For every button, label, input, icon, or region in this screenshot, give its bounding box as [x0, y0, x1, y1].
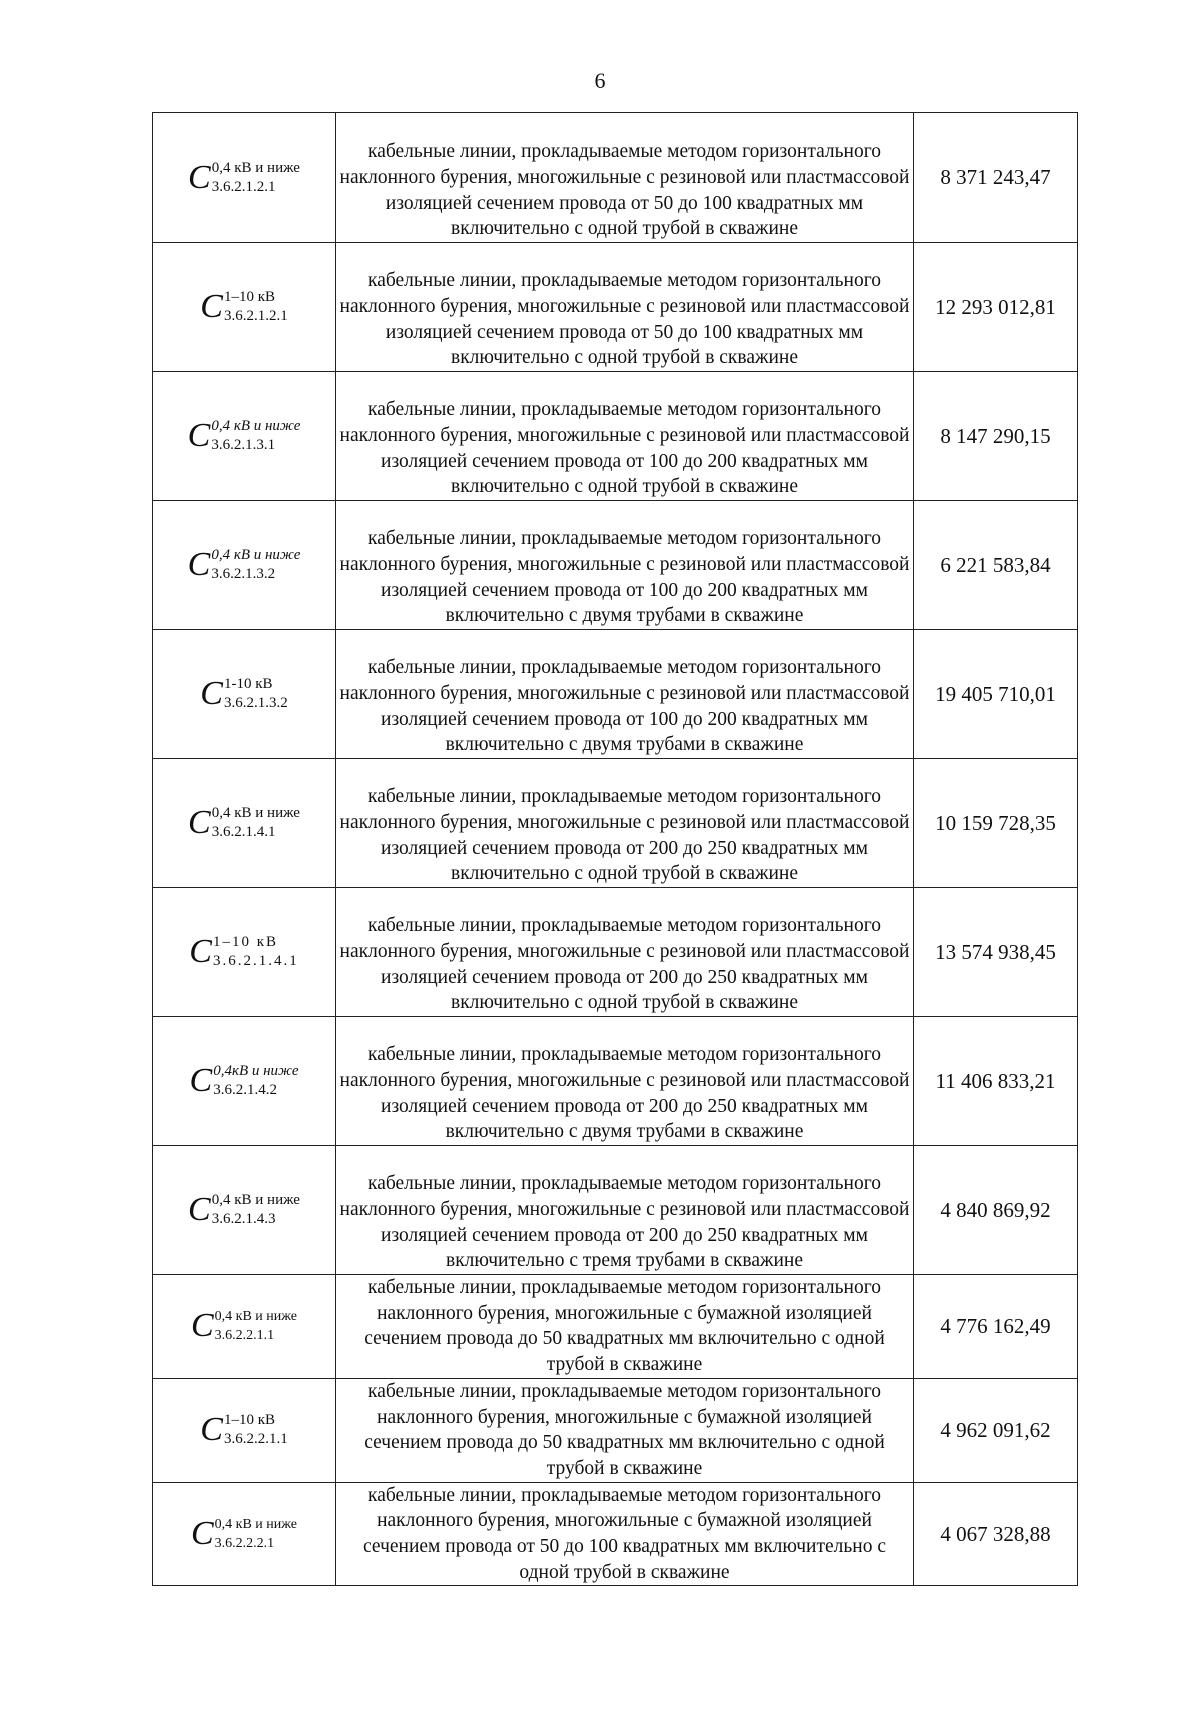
rate-symbol: C — [188, 1191, 211, 1228]
price-cell: 8 147 290,15 — [914, 372, 1078, 501]
description-cell — [336, 372, 914, 501]
rate-index: 3.6.2.1.4.2 — [213, 1082, 277, 1098]
price-cell: 10 159 728,35 — [914, 759, 1078, 888]
rate-index: 3.6.2.1.4.1 — [211, 824, 276, 840]
rate-code-cell — [153, 1378, 336, 1482]
page-number: 6 — [594, 68, 606, 93]
rate-code-cell — [153, 888, 336, 1017]
table-row — [153, 1146, 1078, 1275]
rate-symbol: C — [189, 1062, 213, 1099]
rate-index: 3.6.2.1.4.3 — [211, 1211, 276, 1227]
rate-symbol: C — [188, 804, 211, 841]
rate-code — [188, 548, 301, 582]
description-cell — [336, 630, 914, 759]
rate-code-cell — [153, 1482, 336, 1586]
rate-symbol: C — [189, 933, 212, 970]
description-cell — [336, 888, 914, 1017]
rate-voltage: 0,4 кВ и ниже — [211, 547, 301, 563]
rate-code — [188, 419, 301, 453]
rate-symbol: C — [188, 158, 211, 196]
table-row — [153, 1378, 1078, 1482]
price-cell: 13 574 938,45 — [914, 888, 1078, 1017]
table-row — [153, 1275, 1078, 1379]
rate-code-cell — [153, 1146, 336, 1275]
rate-index: 3.6.2.1.3.1 — [211, 437, 276, 453]
rate-voltage: 0,4кВ и ниже — [213, 1063, 299, 1079]
price-cell: 6 221 583,84 — [914, 501, 1078, 630]
rate-code-cell — [153, 243, 336, 372]
rate-code-cell — [153, 630, 336, 759]
rate-code — [191, 1309, 297, 1343]
description-cell — [336, 501, 914, 630]
table-row — [153, 113, 1078, 243]
rate-description: кабельные линии, прокладываемые методом горизонтального наклонного бурения, многожильные с бумажной изоляцией сечением провода от 50 до 100 квадратных мм включительно с одной трубой в скважине — [363, 1484, 886, 1583]
price-cell: 4 962 091,62 — [914, 1378, 1078, 1482]
price-cell: 4 840 869,92 — [914, 1146, 1078, 1275]
price-cell: 4 067 328,88 — [914, 1482, 1078, 1586]
rate-description: кабельные линии, прокладываемые методом горизонтального наклонного бурения, многожильные с резиновой или пластмассовой изоляцией сечением провода от 200 до 250 квадратных мм включительно с двумя трубами в скважине — [339, 1044, 910, 1143]
table-row — [153, 243, 1078, 372]
table-row — [153, 372, 1078, 501]
rates-table — [152, 112, 1078, 1586]
description-cell — [336, 243, 914, 372]
table-row — [153, 1017, 1078, 1146]
description-cell — [336, 1275, 914, 1379]
rate-code — [188, 158, 300, 196]
rate-index: 3.6.2.1.4.1 — [212, 953, 299, 969]
table-row — [153, 759, 1078, 888]
rate-symbol: C — [200, 675, 223, 712]
rate-code — [200, 290, 287, 324]
rate-index: 3.6.2.1.2.1 — [223, 308, 288, 324]
rate-voltage: 1–10 кВ — [212, 934, 279, 950]
rate-code — [191, 1517, 297, 1551]
rates-table-body — [153, 113, 1078, 1586]
rate-description: кабельные линии, прокладываемые методом горизонтального наклонного бурения, многожильные с резиновой или пластмассовой изоляцией сечением провода от 50 до 100 квадратных мм включительно с одной трубой в скважине — [339, 141, 910, 240]
rate-voltage: 0,4 кВ и ниже — [211, 159, 300, 176]
rate-symbol: C — [200, 288, 223, 325]
rate-code — [200, 1413, 287, 1447]
rate-index: 3.6.2.1.3.2 — [223, 695, 288, 711]
rate-description: кабельные линии, прокладываемые методом горизонтального наклонного бурения, многожильные с резиновой или пластмассовой изоляцией сечением провода от 50 до 100 квадратных мм включительно с одной трубой в скважине — [339, 270, 910, 369]
rate-description: кабельные линии, прокладываемые методом горизонтального наклонного бурения, многожильные с резиновой или пластмассовой изоляцией сечением провода от 100 до 200 квадратных мм включительно с двумя трубами в скважине — [339, 528, 910, 627]
rate-index: 3.6.2.2.2.1 — [214, 1536, 275, 1552]
rate-symbol: C — [190, 1307, 214, 1345]
rate-symbol: C — [187, 417, 211, 454]
rate-description: кабельные линии, прокладываемые методом горизонтального наклонного бурения, многожильные с бумажной изоляцией сечением провода до 50 квадратных мм включительно с одной трубой в скважине — [364, 1380, 885, 1479]
description-cell — [336, 1146, 914, 1275]
rate-code-cell — [153, 1275, 336, 1379]
description-cell — [336, 1378, 914, 1482]
rate-code-cell — [153, 113, 336, 243]
table-row — [153, 888, 1078, 1017]
rate-code-cell — [153, 501, 336, 630]
rate-code-cell — [153, 759, 336, 888]
description-cell — [336, 1482, 914, 1586]
price-cell: 19 405 710,01 — [914, 630, 1078, 759]
rate-code-cell — [153, 372, 336, 501]
rate-voltage: 1–10 кВ — [223, 289, 276, 305]
rate-code-cell — [153, 1017, 336, 1146]
rate-code — [188, 1193, 300, 1227]
description-cell — [336, 113, 914, 243]
price-cell: 11 406 833,21 — [914, 1017, 1078, 1146]
rate-description: кабельные линии, прокладываемые методом горизонтального наклонного бурения, многожильные с бумажной изоляцией сечением провода до 50 квадратных мм включительно с одной трубой в скважине — [364, 1277, 885, 1376]
rate-voltage: 0,4 кВ и ниже — [211, 1192, 300, 1208]
rate-index: 3.6.2.1.2.1 — [211, 178, 276, 195]
table-row — [153, 1482, 1078, 1586]
rate-code — [200, 677, 287, 711]
description-cell — [336, 759, 914, 888]
table-row — [153, 630, 1078, 759]
rate-description: кабельные линии, прокладываемые методом горизонтального наклонного бурения, многожильные с резиновой или пластмассовой изоляцией сечением провода от 100 до 200 квадратных мм включительно с одной трубой в скважине — [339, 399, 910, 498]
price-cell: 4 776 162,49 — [914, 1275, 1078, 1379]
rate-index: 3.6.2.1.3.2 — [211, 566, 276, 582]
rate-symbol: C — [187, 546, 211, 583]
rate-voltage: 1-10 кВ — [223, 676, 273, 692]
rate-voltage: 1–10 кВ — [223, 1412, 276, 1429]
rate-voltage: 0,4 кВ и ниже — [214, 1309, 297, 1325]
rate-description: кабельные линии, прокладываемые методом горизонтального наклонного бурения, многожильные с резиновой или пластмассовой изоляцией сечением провода от 200 до 250 квадратных мм включительно с одной трубой в скважине — [339, 915, 910, 1014]
price-cell: 8 371 243,47 — [914, 113, 1078, 243]
rate-code — [189, 935, 298, 969]
price-cell: 12 293 012,81 — [914, 243, 1078, 372]
table-row — [153, 501, 1078, 630]
rate-symbol: C — [190, 1515, 214, 1553]
rate-index: 3.6.2.2.1.1 — [214, 1328, 275, 1344]
rate-code — [190, 1064, 299, 1098]
description-cell — [336, 1017, 914, 1146]
rate-description: кабельные линии, прокладываемые методом горизонтального наклонного бурения, многожильные с резиновой или пластмассовой изоляцией сечением провода от 100 до 200 квадратных мм включительно с двумя трубами в скважине — [339, 657, 910, 756]
rate-description: кабельные линии, прокладываемые методом горизонтального наклонного бурения, многожильные с резиновой или пластмассовой изоляцией сечением провода от 200 до 250 квадратных мм включительно с тремя трубами в скважине — [339, 1173, 910, 1272]
rate-voltage: 0,4 кВ и ниже — [214, 1517, 297, 1533]
rate-code — [188, 806, 300, 840]
rate-voltage: 0,4 кВ и ниже — [211, 418, 301, 434]
rate-index: 3.6.2.2.1.1 — [223, 1431, 288, 1448]
rate-voltage: 0,4 кВ и ниже — [211, 805, 300, 821]
rate-description: кабельные линии, прокладываемые методом горизонтального наклонного бурения, многожильные с резиновой или пластмассовой изоляцией сечением провода от 200 до 250 квадратных мм включительно с одной трубой в скважине — [339, 786, 910, 885]
rate-symbol: C — [200, 1411, 223, 1449]
